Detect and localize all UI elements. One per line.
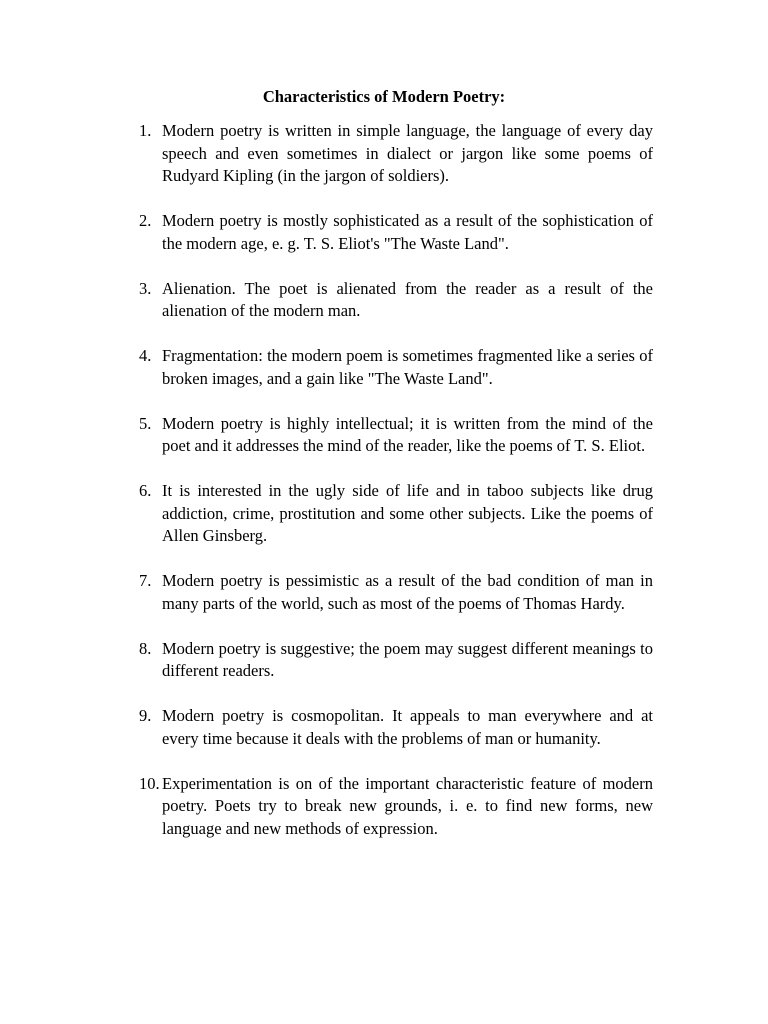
list-item [139,480,653,548]
list-item-text: Modern poetry is pessimistic as a result of the bad condition of man in many parts of the world, such as most of the poems of Thomas Hardy. [162,571,653,613]
list-item-text: Alienation. The poet is alienated from the reader as a result of the alienation of the modern man. [162,278,653,320]
list-item-number: 6. [139,481,152,500]
list-item-text: Fragmentation: the modern poem is sometimes fragmented like a series of broken images, and a gain like "The Waste Land". [162,346,653,388]
list-item-text: Modern poetry is written in simple language, the language of every day speech and even sometimes in dialect or jargon like some poems of Rudyard Kipling (in the jargon of soldiers). [162,121,653,185]
list-item-number: 1. [139,121,152,140]
list-item [139,120,653,188]
list-item [139,413,653,458]
list-item-number: 7. [139,571,152,590]
list-item [139,345,653,390]
characteristics-list [139,120,653,863]
list-item-number: 4. [139,346,152,365]
list-item [139,278,653,323]
list-item-number: 2. [139,211,152,230]
list-item-text: It is interested in the ugly side of life and in taboo subjects like drug addiction, crime, prostitution and some other subjects. Like the poems of Allen Ginsberg. [162,481,653,545]
list-item-number: 3. [139,278,152,298]
list-item [139,705,653,750]
list-item-number: 10. [139,773,160,793]
list-item [139,638,653,683]
list-item-text: Experimentation is on of the important characteristic feature of modern poetry. Poets try to break new grounds, i. e. to find new forms, new language and new methods of expression. [162,773,653,838]
list-item [139,210,653,255]
list-item-text: Modern poetry is cosmopolitan. It appeals to man everywhere and at every time because it deals with the problems of man or humanity. [162,706,653,748]
list-item [139,570,653,615]
list-item-number: 9. [139,706,152,725]
list-item-text: Modern poetry is highly intellectual; it is written from the mind of the poet and it addresses the mind of the reader, like the poems of T. S. Eliot. [162,413,653,455]
list-item [139,773,653,841]
list-item-number: 8. [139,638,152,658]
document-title: Characteristics of Modern Poetry: [262,87,506,106]
list-item-text: Modern poetry is suggestive; the poem may suggest different meanings to different readers. [162,638,653,680]
list-item-text: Modern poetry is mostly sophisticated as a result of the sophistication of the modern age, e. g. T. S. Eliot's "The Waste Land". [162,211,653,253]
list-item-number: 5. [139,413,152,433]
